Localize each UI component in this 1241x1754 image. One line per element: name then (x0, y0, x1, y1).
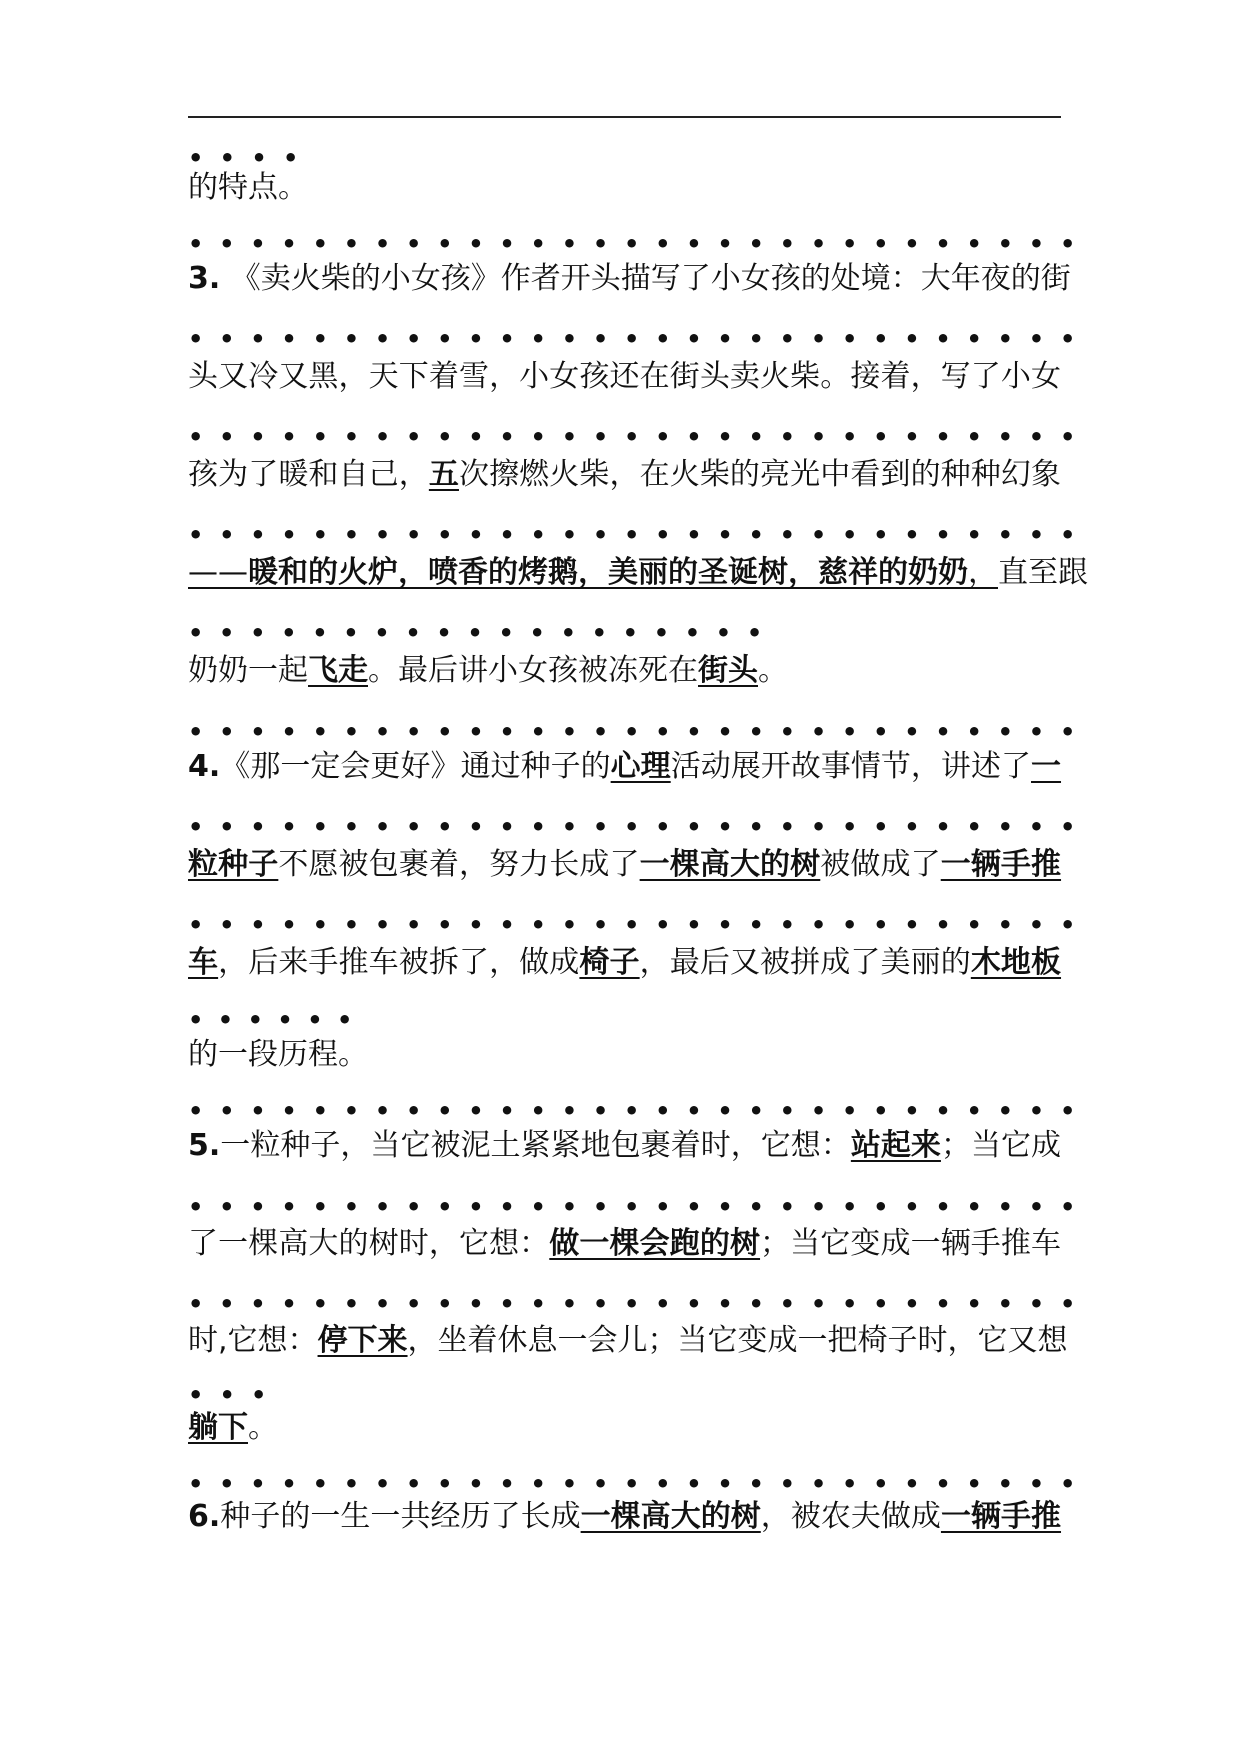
text-line-12 (188, 1224, 1061, 1264)
text-line-10 (188, 1035, 1061, 1075)
text-run: 种子的一生一共经历了长成 (220, 1499, 581, 1534)
text-run: 了一棵高大的树时，它想： (188, 1226, 550, 1261)
text-line-3 (188, 357, 1061, 397)
item-number: 3. (188, 261, 231, 296)
text-run: 直至跟 (998, 555, 1088, 590)
emphasis-dots: • • • • • • • • • • • • • • • • • • • • • • • • • • • • • (188, 1097, 1076, 1125)
text-line-11 (188, 1126, 1061, 1166)
text-line-7 (188, 747, 1061, 787)
emphasis-dots: • • • • • • • • • • • • • • • • • • • • • • • • • • • • • (188, 911, 1076, 939)
emphasis-dots: • • • • (188, 144, 299, 172)
text-run: 次擦燃火柴，在火柴的亮光中看到的种种幻象 (458, 457, 1062, 492)
text-run: ；当它变成一辆手推车 (760, 1226, 1062, 1261)
emphasis-dots: • • • (188, 1381, 267, 1409)
text-line-15 (188, 1497, 1061, 1537)
emphasis-dots: • • • • • • • • • • • • • • • • • • • • • • • • • • • • • (188, 1290, 1076, 1318)
text-line-2 (188, 259, 1071, 299)
emphasis-dots: • • • • • • • • • • • • • • • • • • • • • • • • • • • • • (188, 230, 1076, 258)
text-run: 。最后讲小女孩被冻死在 (368, 653, 698, 688)
answer-text: 一辆手推 (940, 1499, 1062, 1534)
text-run: ，后来手推车被拆了，做成 (218, 945, 580, 980)
answer-text: 站起来 (850, 1128, 941, 1163)
answer-text: 车 (188, 945, 219, 980)
text-line-4 (188, 455, 1061, 495)
answer-text: 街头 (698, 653, 758, 688)
text-run: 奶奶一起 (188, 653, 308, 688)
answer-text: 做一棵会跑的树 (549, 1226, 761, 1261)
answer-text: 暖和的火炉，喷香的烤鹅，美丽的圣诞树，慈祥的奶奶 (248, 555, 968, 590)
text-line-9 (188, 943, 1061, 983)
text-run: 头又冷又黑，天下着雪，小女孩还在街头卖火柴。接着，写了小女 (188, 359, 1061, 394)
text-run: 不愿被包裹着，努力长成了 (278, 847, 640, 882)
text-run: —— (188, 555, 248, 590)
emphasis-dots: • • • • • • • • • • • • • • • • • • • • • • • • • • • • • (188, 1470, 1076, 1498)
answer-text: 五 (428, 457, 459, 492)
emphasis-dots: • • • • • • • • • • • • • • • • • • • (188, 619, 763, 647)
emphasis-dots: • • • • • • • • • • • • • • • • • • • • • • • • • • • • • (188, 423, 1076, 451)
emphasis-dots: • • • • • • • • • • • • • • • • • • • • • • • • • • • • • (188, 1193, 1076, 1221)
answer-text: 飞走 (308, 653, 368, 688)
top-rule (188, 116, 1061, 118)
item-number: 4. (188, 749, 221, 784)
emphasis-dots: • • • • • • • • • • • • • • • • • • • • • • • • • • • • • (188, 325, 1076, 353)
text-line-13 (188, 1321, 1068, 1361)
text-line-8 (188, 845, 1061, 885)
answer-text: 木地板 (970, 945, 1062, 980)
answer-text: 一棵高大的树 (639, 847, 821, 882)
answer-text: 停下来 (317, 1323, 408, 1358)
emphasis-dots: • • • • • • (188, 1006, 353, 1034)
text-run: 一粒种子，当它被泥土紧紧地包裹着时，它想： (220, 1128, 851, 1163)
text-line-5 (188, 553, 1088, 593)
text-run: 。 (758, 653, 788, 688)
text-run: 活动展开故事情节，讲述了 (670, 749, 1032, 784)
text-run: ；当它成 (940, 1128, 1062, 1163)
answer-text: 一辆手推 (940, 847, 1062, 882)
answer-text: 椅子 (579, 945, 640, 980)
text-run: 《卖火柴的小女孩》作者开头描写了小女孩的处境：大年夜的街 (230, 261, 1071, 296)
text-line-14 (188, 1408, 1061, 1448)
text-run: 。 (248, 1410, 278, 1445)
answer-text: 一棵高大的树 (580, 1499, 761, 1534)
emphasis-dots: • • • • • • • • • • • • • • • • • • • • • • • • • • • • • (188, 813, 1076, 841)
text-run: 的特点。 (188, 170, 308, 205)
answer-text: 心理 (610, 749, 671, 784)
emphasis-dots: • • • • • • • • • • • • • • • • • • • • • • • • • • • • • (188, 718, 1076, 746)
answer-text: 一 (1031, 749, 1062, 784)
text-run: ，最后又被拼成了美丽的 (639, 945, 971, 980)
answer-text: 躺下 (188, 1410, 248, 1445)
text-run: 时,它想： (188, 1323, 318, 1358)
item-number: 6. (188, 1499, 221, 1534)
text-line-1 (188, 168, 1061, 208)
text-run: 的一段历程。 (188, 1037, 368, 1072)
text-run: ， (968, 555, 998, 590)
answer-text: 粒种子 (188, 847, 279, 882)
text-run: 《那一定会更好》通过种子的 (220, 749, 611, 784)
text-run: 被做成了 (820, 847, 941, 882)
text-run: ，被农夫做成 (760, 1499, 941, 1534)
text-run: 孩为了暖和自己， (188, 457, 429, 492)
item-number: 5. (188, 1128, 221, 1163)
text-line-6 (188, 651, 1061, 691)
text-run: ，坐着休息一会儿；当它变成一把椅子时，它又想 (407, 1323, 1068, 1358)
emphasis-dots: • • • • • • • • • • • • • • • • • • • • • • • • • • • • • (188, 521, 1076, 549)
